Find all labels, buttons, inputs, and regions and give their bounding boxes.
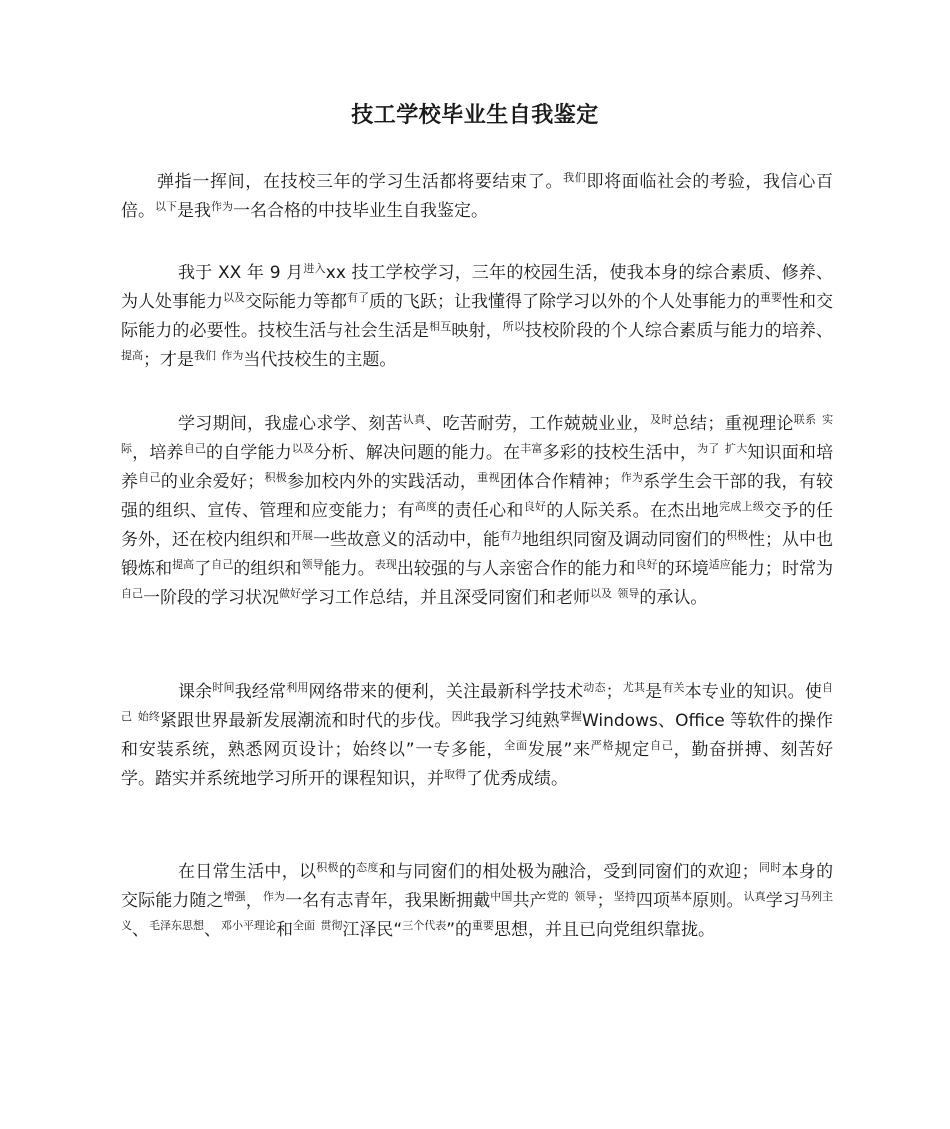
superscript-word: 认真 [743,890,766,903]
superscript-word: 适应 [708,558,731,571]
superscript-word: 利用 [286,681,309,694]
superscript-word: 坚持 [613,890,636,903]
text-run: 当代技校生的主题。 [243,350,397,370]
text-run: 和 [276,920,293,940]
text-run: 一阶段的学习状况 [143,588,279,608]
superscript-word: 丰富 [520,442,543,455]
text-run: ，培养 [132,443,184,463]
superscript-word: 领导 [617,587,640,600]
superscript-word: 全面 [293,919,315,932]
superscript-word: 做好 [279,587,301,600]
text-run: 团体合作精神； [499,472,621,492]
superscript-word: 掌握 [559,710,582,723]
superscript-word: 有力 [500,529,522,542]
superscript-word: 以及 [223,291,245,304]
superscript-word: 取得 [444,768,466,781]
text-run: 课余 [178,682,213,702]
superscript-word: 以及 [291,442,315,455]
superscript-word: 重要 [472,919,495,932]
text-run: 思想，并且已向党组织靠拢。 [494,920,716,940]
superscript-word: 中国 [490,890,513,903]
text-run: ， [245,891,263,911]
text-run: 我经常 [234,682,287,702]
text-run: 地组织同窗及调动同窗们的 [522,530,726,550]
superscript-word: 动态 [583,681,606,694]
text-run: 系学生会干部的我，有较强的组织、宣传、管理和应变能力；有 [121,472,834,521]
text-run: 共产 [512,891,547,911]
paragraph-enrollment [121,259,833,375]
superscript-word: 因此 [451,710,474,723]
paragraph-extracurricular [121,678,833,794]
text-run: ；才是 [143,350,194,370]
superscript-word: 所以 [502,320,526,333]
text-run: 即将面临社会的考验，我信心百倍。 [121,172,834,221]
text-run: 是我 [177,201,211,221]
superscript-word: 及时 [650,413,673,426]
text-run: 的 [338,862,357,882]
text-run: 的组织和 [233,559,302,579]
superscript-word: 作为 [221,349,244,362]
superscript-word: 高度 [414,500,438,513]
document-title: 技工学校毕业生自我鉴定 [351,103,599,128]
superscript-word: 以及 [590,587,612,600]
text-run: 江泽民“ [342,920,403,940]
text-run: 一名合格的中技毕业生自我鉴定。 [233,201,488,221]
superscript-word: 我们 [194,349,216,362]
superscript-word: 领导 [574,890,597,903]
superscript-word: 良好 [635,558,658,571]
superscript-word: 领导 [301,558,324,571]
text-run: 的环境 [657,559,709,579]
superscript-word: 重要 [760,291,782,304]
text-run: 的责任心和 [437,501,524,521]
text-run: 学习工作总结，并且深受同窗们和老师 [301,588,590,608]
superscript-word: 增强 [223,890,246,903]
superscript-word: 积极 [316,861,339,874]
superscript-word: 进入 [303,262,326,275]
text-run: 本专业的知识。使 [684,682,823,702]
text-run: 原则。 [692,891,744,911]
text-run: 出较强的与人亲密合作的能力和 [396,559,636,579]
text-run: ； [605,682,623,702]
paragraph-intro [121,168,833,226]
paragraph-daily-life [121,858,833,945]
superscript-word: 扩大 [725,442,748,455]
text-run: 发展”来 [527,740,591,760]
text-run: 的承认。 [639,588,708,608]
text-run: 能力；时常为 [730,559,834,579]
superscript-word: 时间 [212,681,235,694]
paragraph-study [121,410,833,613]
text-run: 了优秀成绩。 [466,769,568,789]
text-run: 的自学能力 [206,443,292,463]
superscript-word: 尤其 [622,681,646,694]
superscript-word: 我们 [563,171,587,184]
superscript-word: 提高 [172,558,195,571]
text-run: ，勤奋拼搏、刻苦好学。踏实并系统地学习所开的课程知识，并 [121,740,834,789]
superscript-word: 严格 [590,739,615,752]
superscript-word: 作为 [620,471,644,484]
text-run: 能力。 [323,559,375,579]
superscript-word: 良好 [523,500,547,513]
text-run: 知识面和培养 [121,443,834,492]
superscript-word: 为了 [697,442,720,455]
superscript-word: 同时 [758,861,782,874]
superscript-word: 态度 [356,861,379,874]
text-run: 和与同窗们的相处极为融洽，受到同窗们的欢迎； [378,862,759,882]
superscript-word: 作为 [211,200,233,213]
text-run: 了 [194,559,212,579]
text-run: xx 技工学校学习，三年的校园生活，使我本身的综合素质、修养、为人处事能力 [121,263,834,312]
superscript-word: 始终 [137,710,161,723]
text-run: 性；从中也锻炼和 [121,530,833,579]
superscript-word: 完成上级 [719,500,765,513]
text-run: Windows、Office 等软件的操作和安装系统，熟悉网页设计；始终以”一专多能， [121,711,834,760]
superscript-word: 作为 [262,890,286,903]
text-run: ； [596,891,614,911]
text-run: 交际能力等都 [245,292,347,312]
text-run: 技校阶段的个人综合素质与能力的培养、 [525,321,834,341]
text-run: 我于 XX 年 9 月 [178,263,304,283]
superscript-word: 自己 [650,739,674,752]
superscript-word: 积极 [264,471,288,484]
superscript-word: 表现 [374,558,397,571]
text-run: 参加校内外的实践活动， [287,472,478,492]
superscript-word: 相互 [429,320,452,333]
text-run: 网络带来的便利，关注最新科学技术 [308,682,584,702]
superscript-word: 贯彻 [320,919,343,932]
text-run: 规定 [614,740,651,760]
superscript-word: 自己 [211,558,234,571]
superscript-word: 认真 [402,413,426,426]
text-run: 质的飞跃；让我懂得了除学习以外的个人处事能力的 [369,292,760,312]
superscript-word: 毛泽东思想 [149,919,204,932]
text-run: 交予的任务外，还在校内组织和 [121,501,834,550]
text-run: 学习期间，我虚心求学、刻苦 [178,414,403,434]
superscript-word: 自己 [183,442,207,455]
superscript-word: 开展 [291,529,313,542]
superscript-word: 马列主义 [121,890,834,932]
text-run: 总结；重视理论 [672,414,794,434]
text-run: 的业余爱好； [160,472,265,492]
text-run: 四项 [635,891,671,911]
text-run: 的人际关系。在杰出地 [546,501,720,521]
superscript-word: 联系 [793,413,817,426]
text-run: ”的 [446,920,473,940]
superscript-word: 自己 [138,471,161,484]
text-run: 是 [645,682,663,702]
text-run: 弹指一挥间，在技校三年的学习生活都将要结束了。 [157,172,564,192]
text-run: 一名有志青年，我果断拥戴 [285,891,491,911]
text-run: 性和交际能力的必要性。技校生活与社会生活是 [121,292,833,341]
text-run: 学习 [765,891,800,911]
superscript-word: 有关 [662,681,685,694]
text-run: 、吃苦耐劳，工作兢兢业业， [425,414,651,434]
text-run: 在日常生活中，以 [178,862,317,882]
text-run: 映射， [451,321,503,341]
superscript-word: 基本 [670,890,693,903]
superscript-word: 党的 [546,890,569,903]
superscript-word: 提高 [121,349,143,362]
superscript-word: 邓小平理论 [221,919,276,932]
text-run: 多彩的技校生活中， [542,443,698,463]
superscript-word: 全面 [504,739,528,752]
superscript-word: 自己 [121,587,143,600]
text-run: 一些故意义的活动中，能 [313,530,500,550]
text-run: 我学习纯熟 [473,711,560,731]
superscript-word: 自己 [121,681,834,723]
text-run: 本身的交际能力随之 [121,862,834,911]
text-run: 、 [132,920,149,940]
superscript-word: 实际 [121,413,834,455]
superscript-word: 三个代表 [402,919,447,932]
text-run: 紧跟世界最新发展潮流和时代的步伐。 [160,711,452,731]
text-run: 、 [204,920,221,940]
superscript-word: 重视 [477,471,500,484]
superscript-word: 有了 [347,291,369,304]
superscript-word: 积极 [726,529,748,542]
text-run: 分析、解决问题的能力。在 [314,443,521,463]
superscript-word: 以下 [155,200,177,213]
